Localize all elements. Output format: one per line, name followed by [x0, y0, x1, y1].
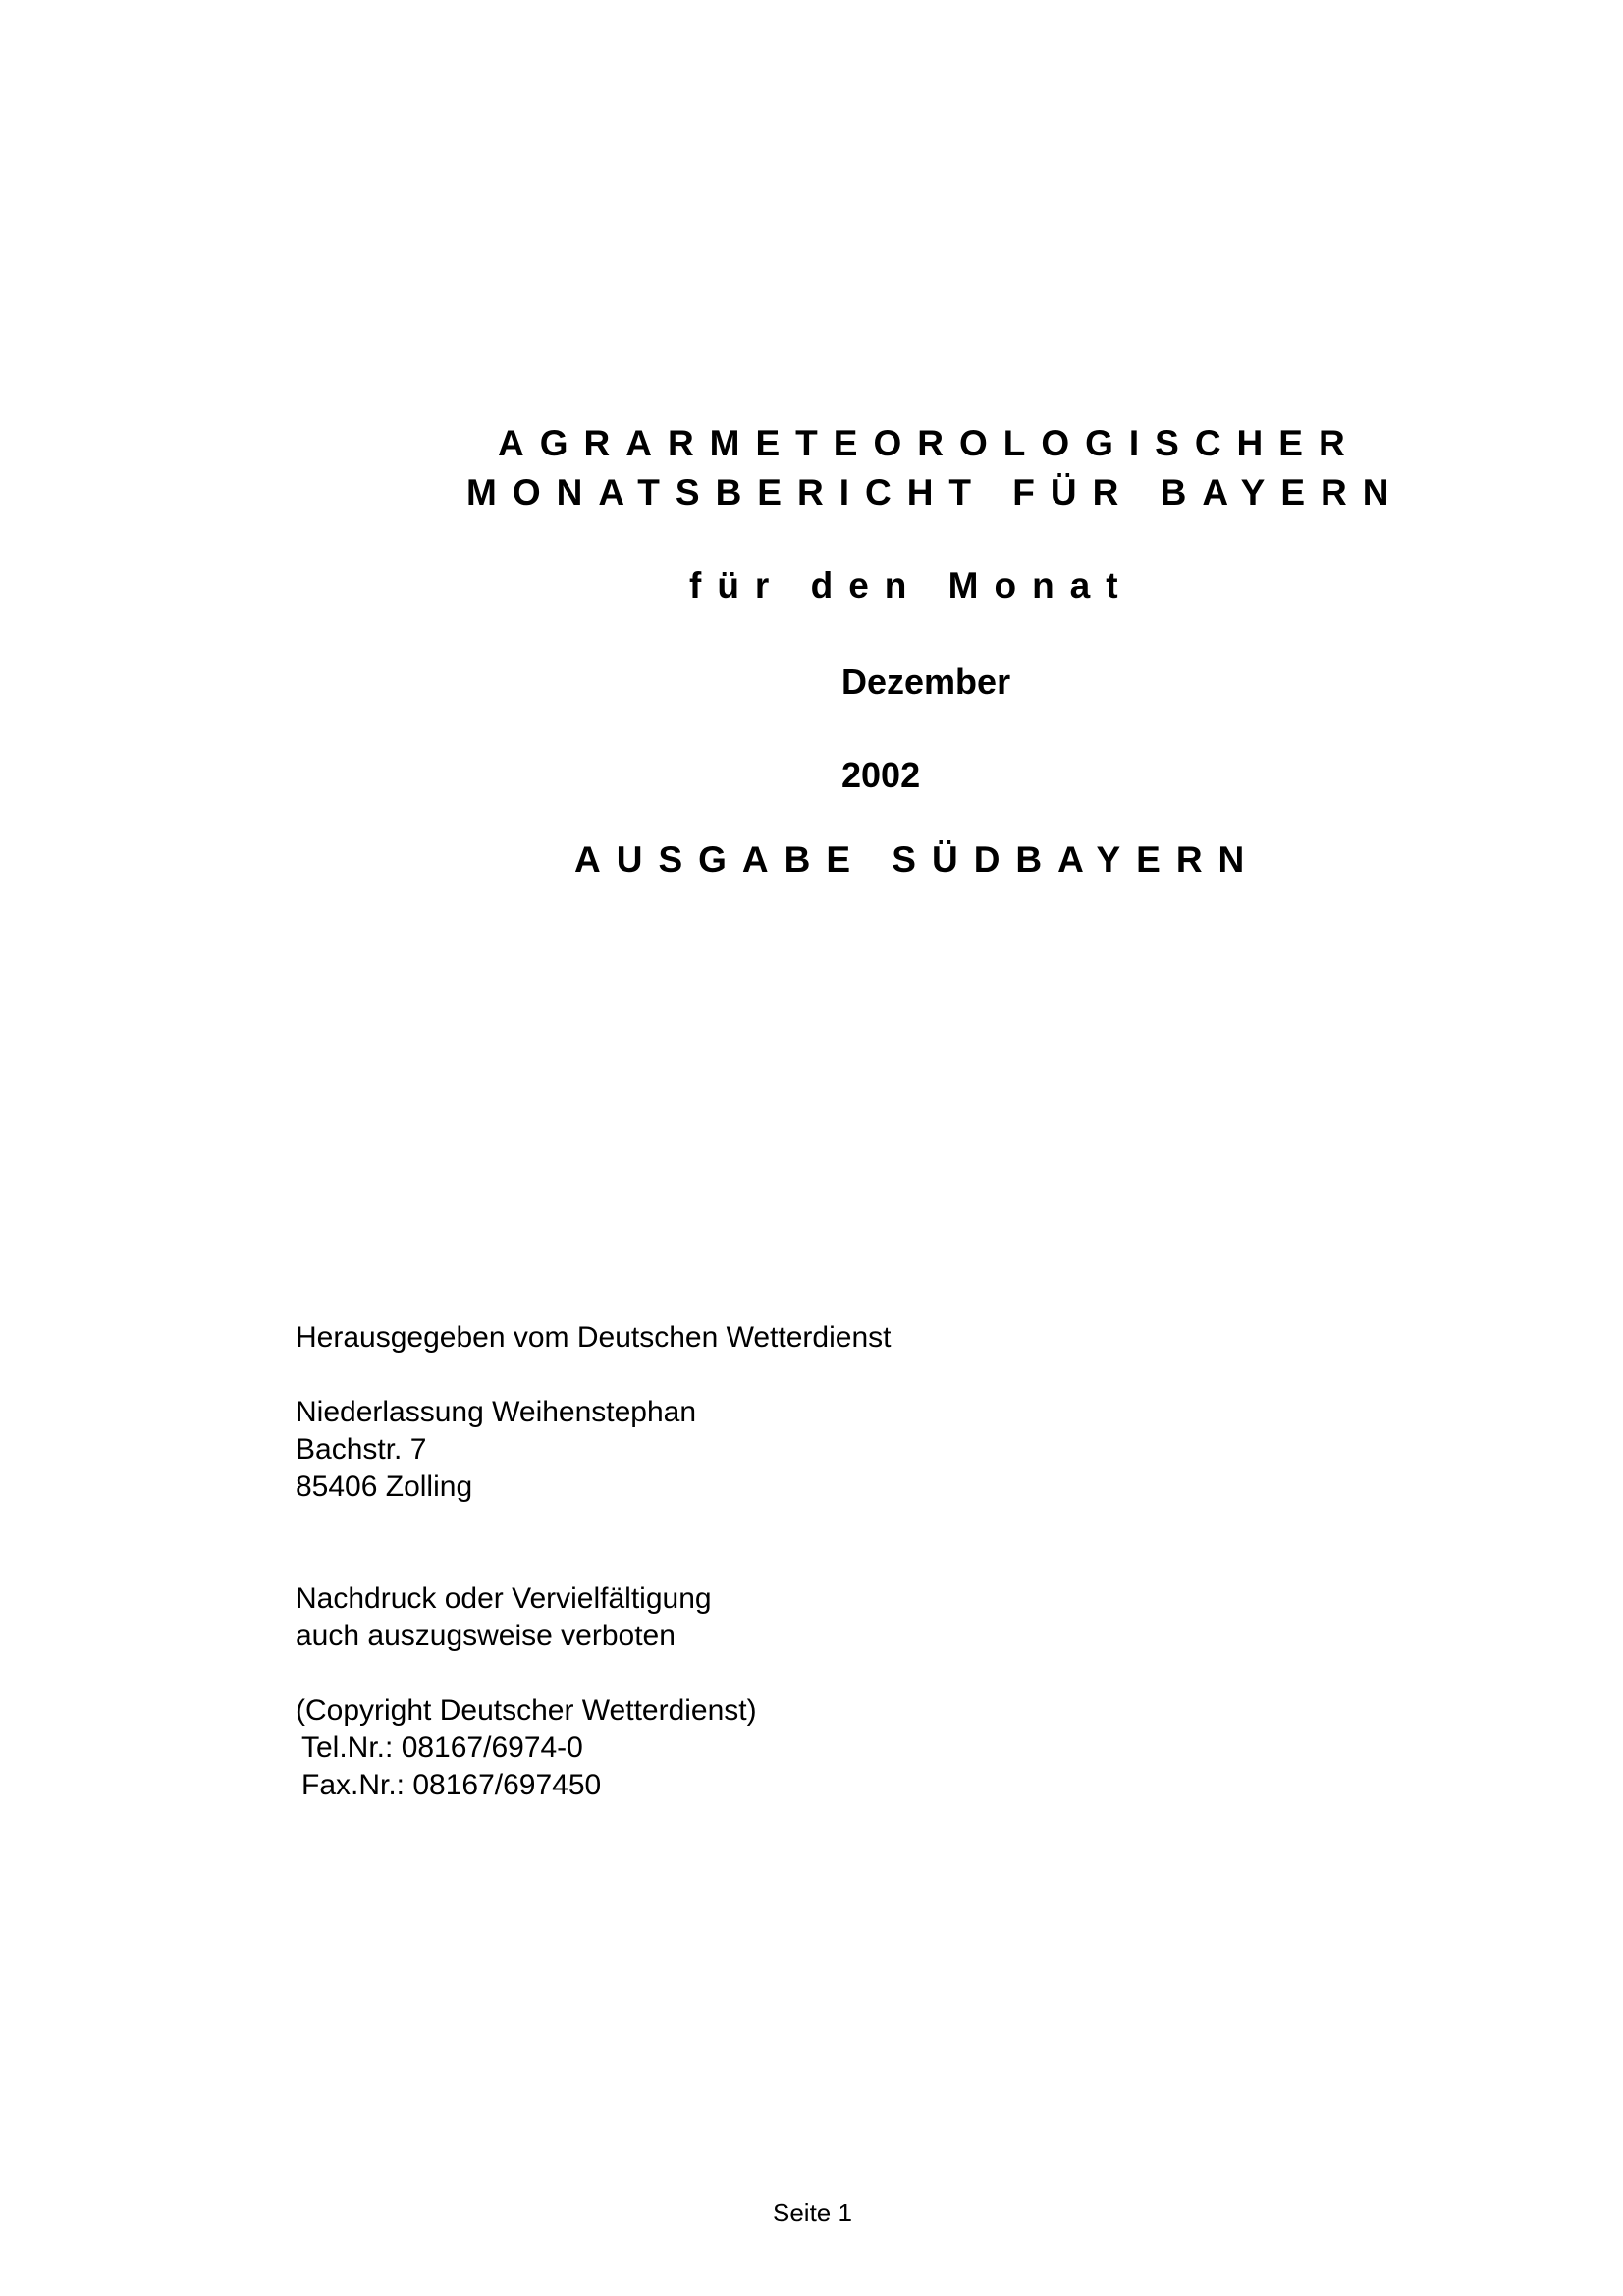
notice-line-1: Nachdruck oder Vervielfältigung: [296, 1582, 712, 1615]
publisher-line: Herausgegeben vom Deutschen Wetterdienst: [296, 1321, 892, 1354]
copyright-line: (Copyright Deutscher Wetterdienst): [296, 1694, 757, 1727]
street-address: Bachstr. 7: [296, 1433, 427, 1466]
fax-number: Fax.Nr.: 08167/697450: [301, 1769, 602, 1801]
notice-line-2: auch auszugsweise verboten: [296, 1620, 676, 1652]
telephone-number: Tel.Nr.: 08167/6974-0: [301, 1732, 583, 1764]
branch-name: Niederlassung Weihenstephan: [296, 1396, 697, 1428]
for-month-label: für den Monat: [689, 565, 1134, 606]
postal-city: 85406 Zolling: [296, 1470, 473, 1503]
title-line-1: AGRARMETEOROLOGISCHER: [498, 423, 1361, 463]
title-line-2: MONATSBERICHT FÜR BAYERN: [466, 472, 1405, 512]
month-name: Dezember: [841, 662, 1011, 702]
year: 2002: [841, 755, 921, 795]
page-number: Seite 1: [773, 2198, 852, 2227]
edition-title: AUSGABE SÜDBAYERN: [574, 839, 1261, 880]
